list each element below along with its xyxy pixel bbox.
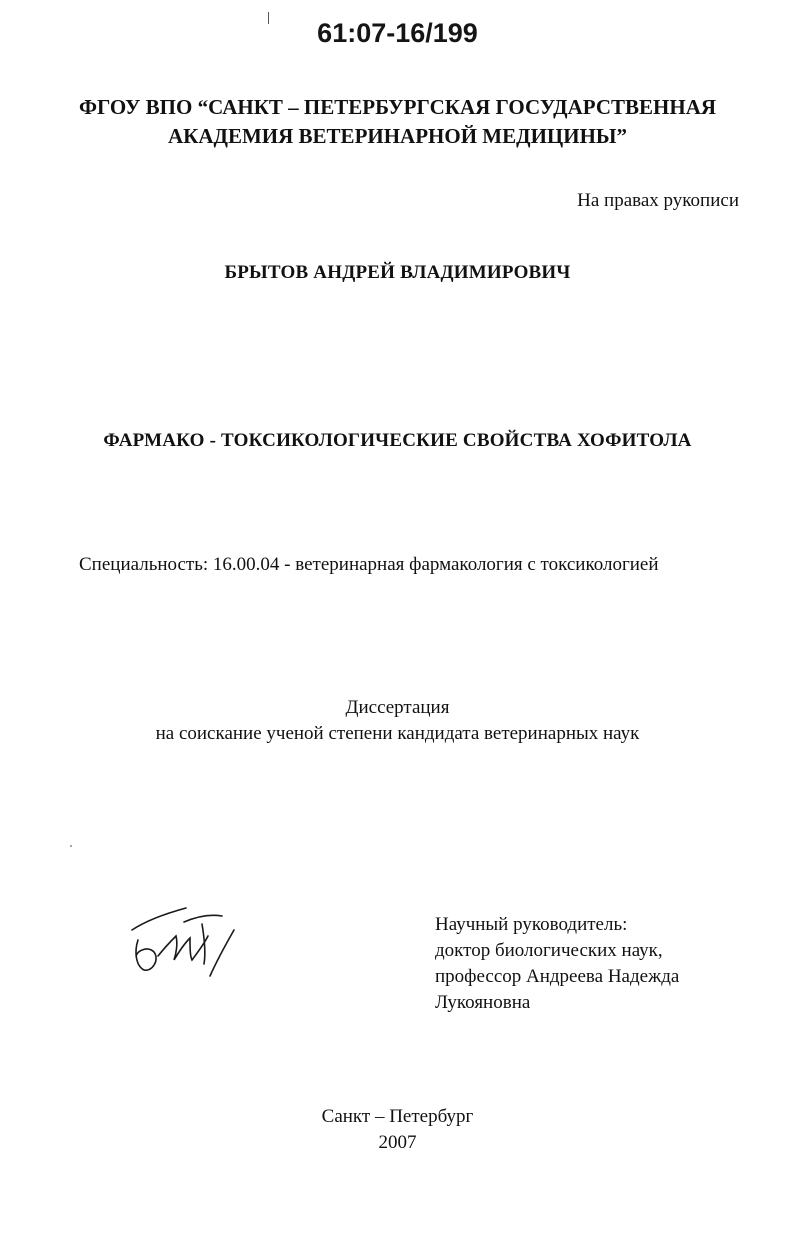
city: Санкт – Петербург <box>321 1106 474 1127</box>
institution-name <box>0 93 795 151</box>
specialty-line: Специальность: 16.00.04 - ветеринарная фармакология с токсикологией <box>79 554 659 575</box>
advisor-line-1: Научный руководитель: <box>435 914 628 935</box>
institution-line-1: ФГОУ ВПО “САНКТ – ПЕТЕРБУРГСКАЯ ГОСУДАРСТВЕННАЯ <box>78 95 717 119</box>
year: 2007 <box>378 1132 417 1153</box>
dissertation-line-1: Диссертация <box>345 697 450 718</box>
author-name: БРЫТОВ АНДРЕЙ ВЛАДИМИРОВИЧ <box>224 262 571 283</box>
scan-speck <box>70 845 72 847</box>
institution-line-2: АКАДЕМИЯ ВЕТЕРИНАРНОЙ МЕДИЦИНЫ” <box>167 124 628 148</box>
advisor-line-2: доктор биологических наук, <box>435 940 663 961</box>
catalog-number: 61:07-16/199 <box>317 18 478 48</box>
dissertation-line-2: на соискание ученой степени кандидата ветеринарных наук <box>155 723 640 744</box>
advisor-line-3: профессор Андреева Надежда <box>435 966 680 987</box>
dissertation-type <box>0 695 795 747</box>
advisor-line-4: Лукояновна <box>435 992 531 1013</box>
scientific-advisor <box>435 912 679 1016</box>
dissertation-title: ФАРМАКО - ТОКСИКОЛОГИЧЕСКИЕ СВОЙСТВА ХОФИТОЛА <box>103 430 692 451</box>
place-and-year <box>0 1104 795 1156</box>
signature-image <box>124 900 244 980</box>
manuscript-note: На правах рукописи <box>577 190 739 211</box>
